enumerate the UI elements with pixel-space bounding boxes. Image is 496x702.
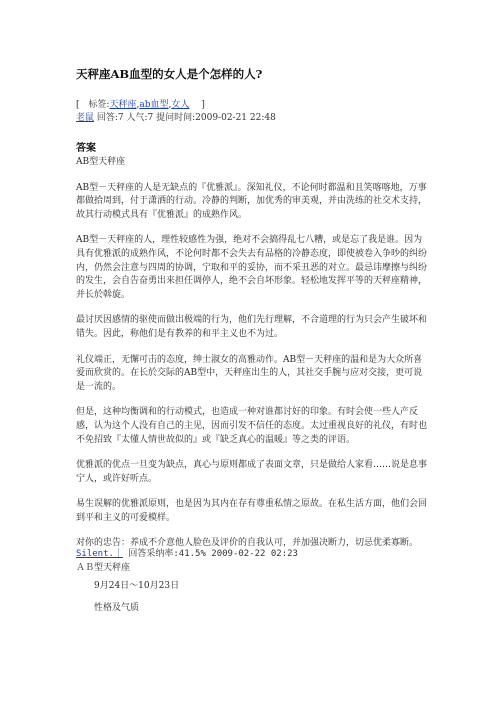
tag-separator: , xyxy=(136,100,140,110)
second-answer-title: ＡＢ型天秤座 xyxy=(76,563,131,573)
question-meta xyxy=(76,110,276,123)
answer-paragraph: 但是，这种均衡调和的行动模式，也造成一种对谁都讨好的印象。有时会使一些人产反感，认为这个人没有自己的主见，因而引发不信任的态度。太过重视良好的礼仪，有时也不免招致『太懂人情世故似的』或『缺乏真心的温暖』等之类的评语。 xyxy=(76,407,428,445)
question-title: 天秤座AB血型的女人是个怎样的人? xyxy=(76,67,263,81)
tag-link-ab-blood[interactable]: ab血型 xyxy=(139,100,169,110)
answer-stats: 回答采纳率:41.5% 2009-02-22 02:23 xyxy=(122,549,298,559)
answer-paragraph: AB型天秤座 xyxy=(76,157,126,167)
answer-paragraph: 优雅派的优点一旦变为缺点，真心与原则都成了表面文章，只是做给人家看……说是息事宁人，或许好听点。 xyxy=(76,460,428,484)
tag-close-bracket: ] xyxy=(201,100,205,110)
question-stats: 回答:7 人气:7 提问时间:2009-02-21 22:48 xyxy=(94,113,276,123)
tag-link-nvren[interactable]: 女人 xyxy=(171,100,190,110)
answer-heading: 答案 xyxy=(76,143,96,154)
answer-paragraph: 最讨厌因感情的驱使而做出极端的行为，他们先行理解，不合道理的行为只会产生破坏和错失。因此，称他们是有教养的和平主义也不为过。 xyxy=(76,315,428,339)
tag-separator: , xyxy=(168,100,172,110)
answer-paragraph: 对你的忠告：养成不介意他人脸色及评价的自我认可，并加强决断力，切忌优柔寡断。 xyxy=(76,538,419,549)
tag-row xyxy=(76,97,205,110)
tag-link-tianchengzuo[interactable]: 天秤座 xyxy=(109,100,137,110)
answer-paragraph: AB型－天秤座的人，理性较感性为强，绝对不会搞得乱七八糟，或是忘了我是谁。因为具有优雅派的成熟作风，不论何时都不会失去有品格的冷静态度，即使被卷入争吵的纠纷内，仍然会注意与四周的协调，宁取和平的妥协，而不采丑恶的对立。最忌讳摩擦与纠纷的发生，会自告奋勇出来担任调停人，绝不会自坏形象。轻松地发挥平等的天秤座精神，并长於斡旋。 xyxy=(76,235,428,300)
answer-body xyxy=(76,156,428,563)
second-answer-dates: 9月24日～10月23日 xyxy=(94,581,180,591)
answer-paragraph: 易生误解的优雅派原则，也是因为其内在存有尊重私情之原故。在私生活方面，他们会回到平和主义的可爱模样。 xyxy=(76,499,428,523)
answer-paragraph: 礼仪端正，无懈可击的态度，绅士淑女的高雅动作。AB型－天秤座的温和是为大众所喜爱而欣赏的。在长於交际的AB型中，天秤座出生的人，其社交手腕与应对交接，更可说是一流的。 xyxy=(76,354,423,392)
answer-meta xyxy=(76,546,298,559)
answerer-link[interactable]: Silent.｜ xyxy=(76,549,123,559)
tag-label: 标签: xyxy=(88,100,110,110)
tag-open-bracket: [ xyxy=(76,100,80,110)
second-answer-subheading: 性格及气质 xyxy=(94,603,140,613)
answer-paragraph: AB型－天秤座的人是无缺点的『优雅派』。深知礼仪，不论何时都温和且笑喀喀地，万事都做拾周到，付于潇洒的行动。冷静的判断，加优秀的审美观，并由洗练的社交术支持，故其行动模式具有『优雅派』的成熟作风。 xyxy=(76,182,428,220)
author-link[interactable]: 老鼠 xyxy=(76,113,95,123)
